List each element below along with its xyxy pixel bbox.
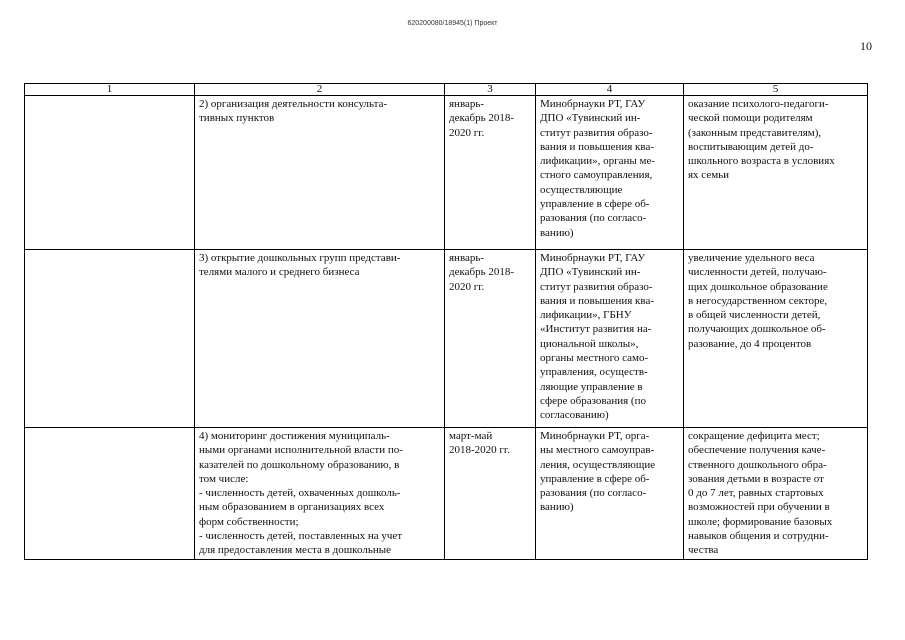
cell-text-line: 2020 гг. bbox=[449, 126, 485, 139]
cell-text-line: вания и повышения ква- bbox=[540, 294, 654, 307]
cell-result bbox=[684, 96, 868, 250]
cell-text-line: - численность детей, охваченных дошколь- bbox=[199, 487, 401, 500]
cell-text-line: Минобрнауки РТ, орга- bbox=[540, 430, 650, 442]
cell-text-line: ным образованием в организациях всех bbox=[199, 501, 385, 514]
cell-text-line: «Институт развития на- bbox=[540, 323, 652, 336]
cell-text-line: ления, осуществляющие bbox=[540, 458, 656, 471]
cell-text-line: сфере образования (по bbox=[540, 394, 646, 407]
cell-text-line: лификации», ГБНУ bbox=[540, 309, 632, 322]
cell-text-line: ванию) bbox=[540, 226, 574, 239]
cell-text-line: январь- bbox=[449, 98, 485, 110]
cell-text-line: школьного возраста в условиях bbox=[688, 155, 835, 168]
column-header: 3 bbox=[445, 84, 536, 96]
cell-text-line: получающих дошкольное об- bbox=[688, 323, 826, 336]
cell-text-line: ДПО «Тувинский ин- bbox=[540, 112, 641, 125]
cell-text-line: казателей по дошкольному образованию, в bbox=[199, 458, 400, 471]
cell-text-line: 0 до 7 лет, равных стартовых bbox=[688, 487, 824, 500]
column-header: 5 bbox=[684, 84, 868, 96]
cell-col1 bbox=[25, 428, 195, 560]
cell-result bbox=[684, 428, 868, 560]
column-header: 4 bbox=[536, 84, 684, 96]
cell-text-line: школе; формирование базовых bbox=[688, 515, 833, 528]
cell-text-line: численности детей, получаю- bbox=[688, 266, 827, 279]
table-row bbox=[25, 250, 868, 428]
cell-text-line: том числе: bbox=[199, 472, 249, 485]
cell-text-line: - численность детей, поставленных на учет bbox=[199, 530, 403, 543]
cell-measure bbox=[195, 428, 445, 560]
page-number: 10 bbox=[860, 39, 872, 53]
cell-text-line: 2020 гг. bbox=[449, 280, 485, 293]
cell-text-line: щих дошкольное образование bbox=[688, 280, 828, 293]
cell-text-line: для предоставления места в дошкольные bbox=[199, 544, 391, 557]
cell-text-line: разования (по согласо- bbox=[540, 212, 647, 225]
cell-col1 bbox=[25, 96, 195, 250]
cell-text-line: ческой помощи родителям bbox=[688, 112, 813, 125]
cell-text-line: ститут развития образо- bbox=[540, 126, 653, 139]
cell-text-line: декабрь 2018- bbox=[449, 112, 515, 125]
cell-text-line: увеличение удельного веса bbox=[688, 252, 815, 264]
cell-text-line: ственного дошкольного обра- bbox=[688, 458, 827, 471]
cell-text-line: управление в сфере об- bbox=[540, 198, 650, 211]
column-header: 2 bbox=[195, 84, 445, 96]
cell-text-line: ститут развития образо- bbox=[540, 280, 653, 293]
cell-text-line: телями малого и среднего бизнеса bbox=[199, 266, 360, 279]
cell-deadline bbox=[445, 96, 536, 250]
cell-responsible bbox=[536, 250, 684, 428]
cell-text-line: ДПО «Тувинский ин- bbox=[540, 266, 641, 279]
cell-text-line: вания и повышения ква- bbox=[540, 140, 654, 153]
cell-text-line: Минобрнауки РТ, ГАУ bbox=[540, 98, 646, 110]
cell-text-line: в негосударственном секторе, bbox=[688, 294, 828, 307]
cell-text-line: органы местного само- bbox=[540, 352, 649, 365]
cell-text-line: 2) организация деятельности консульта- bbox=[199, 98, 388, 110]
cell-measure bbox=[195, 250, 445, 428]
cell-text-line: стного самоуправления, bbox=[540, 169, 653, 182]
cell-text-line: осуществляющие bbox=[540, 183, 623, 196]
cell-text-line: 3) открытие дошкольных групп представи- bbox=[199, 252, 401, 264]
cell-result bbox=[684, 250, 868, 428]
cell-text-line: разования (по согласо- bbox=[540, 487, 647, 500]
cell-col1 bbox=[25, 250, 195, 428]
cell-text-line: декабрь 2018- bbox=[449, 266, 515, 279]
cell-text-line: Минобрнауки РТ, ГАУ bbox=[540, 252, 646, 264]
cell-text-line: ляющие управление в bbox=[540, 380, 643, 393]
measures-table bbox=[24, 83, 868, 560]
cell-deadline bbox=[445, 428, 536, 560]
document-code: 620200080/18945(1) Проект bbox=[407, 20, 498, 27]
cell-text-line: управление в сфере об- bbox=[540, 472, 650, 485]
cell-text-line: в общей численности детей, bbox=[688, 309, 821, 322]
cell-text-line: чества bbox=[688, 544, 719, 557]
column-header: 1 bbox=[25, 84, 195, 96]
cell-responsible bbox=[536, 428, 684, 560]
cell-text-line: оказание психолого-педагоги- bbox=[688, 98, 829, 110]
cell-text-line: форм собственности; bbox=[199, 515, 299, 528]
cell-responsible bbox=[536, 96, 684, 250]
cell-text-line: возможностей при обучении в bbox=[688, 501, 830, 514]
table-header-row bbox=[25, 84, 868, 96]
table-row bbox=[25, 428, 868, 560]
cell-text-line: зования детьми в возрасте от bbox=[688, 472, 824, 485]
cell-text-line: согласованию) bbox=[540, 409, 609, 422]
cell-text-line: навыков общения и сотрудни- bbox=[688, 530, 829, 543]
cell-text-line: ными органами исполнительной власти по- bbox=[199, 444, 403, 457]
cell-text-line: управления, осуществ- bbox=[540, 366, 648, 379]
cell-text-line: разование, до 4 процентов bbox=[688, 337, 812, 350]
cell-deadline bbox=[445, 250, 536, 428]
cell-text-line: циональной школы», bbox=[540, 337, 639, 350]
cell-text-line: тивных пунктов bbox=[199, 112, 275, 125]
cell-text-line: январь- bbox=[449, 252, 485, 264]
cell-text-line: воспитывающим детей до- bbox=[688, 140, 814, 153]
cell-text-line: 2018-2020 гг. bbox=[449, 444, 510, 457]
cell-text-line: лификации», органы ме- bbox=[540, 155, 656, 168]
cell-text-line: 4) мониторинг достижения муниципаль- bbox=[199, 430, 390, 442]
cell-text-line: март-май bbox=[449, 430, 493, 442]
cell-text-line: обеспечение получения каче- bbox=[688, 444, 826, 457]
cell-text-line: (законным представителям), bbox=[688, 126, 822, 139]
cell-text-line: ны местного самоуправ- bbox=[540, 444, 655, 457]
table-row bbox=[25, 96, 868, 250]
cell-text-line: ях семьи bbox=[688, 169, 730, 182]
cell-measure bbox=[195, 96, 445, 250]
cell-text-line: сокращение дефицита мест; bbox=[688, 430, 820, 442]
cell-text-line: ванию) bbox=[540, 501, 574, 514]
